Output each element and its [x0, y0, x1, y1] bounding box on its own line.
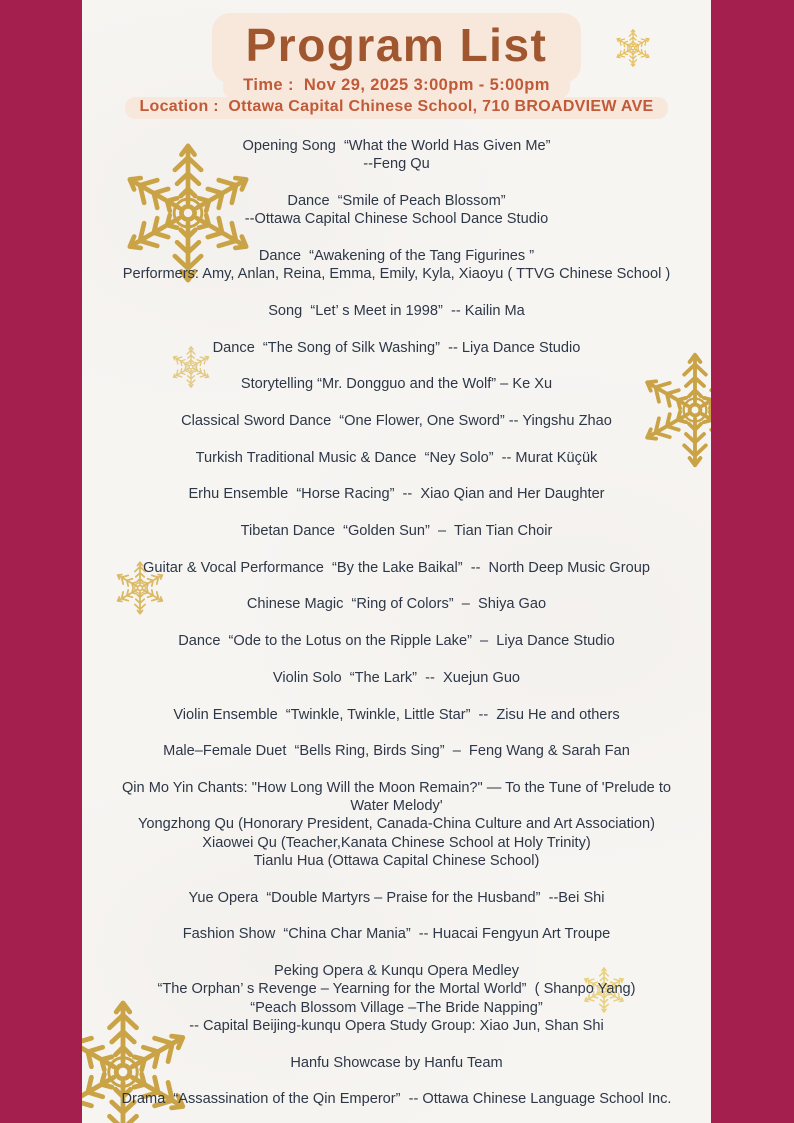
- program-line: Guitar & Vocal Performance “By the Lake Baikal” -- North Deep Music Group: [143, 559, 650, 576]
- program-item: [90, 247, 703, 284]
- program-list: [90, 137, 703, 1123]
- program-item: [90, 137, 703, 174]
- program-line: Tianlu Hua (Ottawa Capital Chinese School): [253, 853, 540, 870]
- program-line: Peking Opera & Kunqu Opera Medley: [274, 963, 519, 980]
- program-line: Yongzhong Qu (Honorary President, Canada-China Culture and Art Association): [137, 816, 656, 833]
- event-location: Location : Ottawa Capital Chinese School, 710 BROADVIEW AVE: [125, 97, 667, 119]
- flyer-header: [82, 13, 711, 119]
- program-item: [90, 339, 703, 357]
- program-item: [90, 192, 703, 229]
- program-line: Tibetan Dance “Golden Sun” – Tian Tian Choir: [240, 523, 553, 540]
- program-line: Fashion Show “China Char Mania” -- Huacai Fengyun Art Troupe: [182, 926, 611, 943]
- flyer-paper: [82, 0, 711, 1123]
- program-item: [90, 449, 703, 467]
- program-line: Turkish Traditional Music & Dance “Ney Solo” -- Murat Küçük: [195, 449, 598, 466]
- program-line: Performers: Amy, Anlan, Reina, Emma, Emily, Kyla, Xiaoyu ( TTVG Chinese School ): [122, 266, 671, 283]
- program-item: [90, 375, 703, 393]
- program-item: [90, 595, 703, 613]
- program-line: --Feng Qu: [363, 156, 430, 173]
- program-line: Erhu Ensemble “Horse Racing” -- Xiao Qian and Her Daughter: [188, 486, 605, 503]
- program-line: Dance “Awakening of the Tang Figurines ”: [258, 247, 535, 264]
- program-line: Dance “Ode to the Lotus on the Ripple Lake” – Liya Dance Studio: [178, 633, 615, 650]
- program-line: Xiaowei Qu (Teacher,Kanata Chinese School at Holy Trinity): [202, 834, 591, 851]
- page-title: Program List: [212, 13, 582, 83]
- program-line: Drama “Assassination of the Qin Emperor” -- Ottawa Chinese Language School Inc.: [121, 1091, 672, 1108]
- program-item: [90, 1054, 703, 1072]
- program-line: Male–Female Duet “Bells Ring, Birds Sing” – Feng Wang & Sarah Fan: [163, 743, 630, 760]
- program-line: Song “Let’ s Meet in 1998” -- Kailin Ma: [268, 302, 525, 319]
- program-item: [90, 962, 703, 1035]
- program-item: [90, 485, 703, 503]
- program-item: [90, 1090, 703, 1108]
- program-item: [90, 632, 703, 650]
- program-item: [90, 669, 703, 687]
- program-line: Dance “The Song of Silk Washing” -- Liya Dance Studio: [212, 339, 581, 356]
- program-item: [90, 522, 703, 540]
- event-time: Time : Nov 29, 2025 3:00pm - 5:00pm: [223, 74, 570, 98]
- program-item: [90, 889, 703, 907]
- program-line: Storytelling “Mr. Dongguo and the Wolf” – Ke Xu: [240, 376, 553, 393]
- program-line: --Ottawa Capital Chinese School Dance Studio: [244, 211, 549, 228]
- program-line: -- Capital Beijing-kunqu Opera Study Group: Xiao Jun, Shan Shi: [189, 1018, 604, 1035]
- program-line: Opening Song “What the World Has Given Me”: [242, 138, 551, 154]
- program-item: [90, 779, 703, 870]
- program-line: Water Melody': [350, 798, 443, 815]
- program-line: Hanfu Showcase by Hanfu Team: [290, 1054, 503, 1071]
- program-item: [90, 412, 703, 430]
- program-line: “The Orphan’ s Revenge – Yearning for the Mortal World” ( Shanpo Yang): [157, 981, 636, 998]
- program-line: Qin Mo Yin Chants: "How Long Will the Moon Remain?" — To the Tune of 'Prelude to: [121, 779, 672, 796]
- program-item: [90, 302, 703, 320]
- program-line: Chinese Magic “Ring of Colors” – Shiya Gao: [246, 596, 547, 613]
- program-line: Violin Ensemble “Twinkle, Twinkle, Little Star” -- Zisu He and others: [173, 706, 620, 723]
- program-item: [90, 706, 703, 724]
- program-item: [90, 742, 703, 760]
- program-item: [90, 559, 703, 577]
- program-line: Violin Solo “The Lark” -- Xuejun Guo: [272, 669, 521, 686]
- program-item: [90, 925, 703, 943]
- program-line: Yue Opera “Double Martyrs – Praise for the Husband” --Bei Shi: [188, 889, 605, 906]
- program-line: Dance “Smile of Peach Blossom”: [287, 192, 506, 209]
- program-line: “Peach Blossom Village –The Bride Napping”: [250, 999, 543, 1016]
- program-line: Classical Sword Dance “One Flower, One Sword” -- Yingshu Zhao: [181, 413, 612, 430]
